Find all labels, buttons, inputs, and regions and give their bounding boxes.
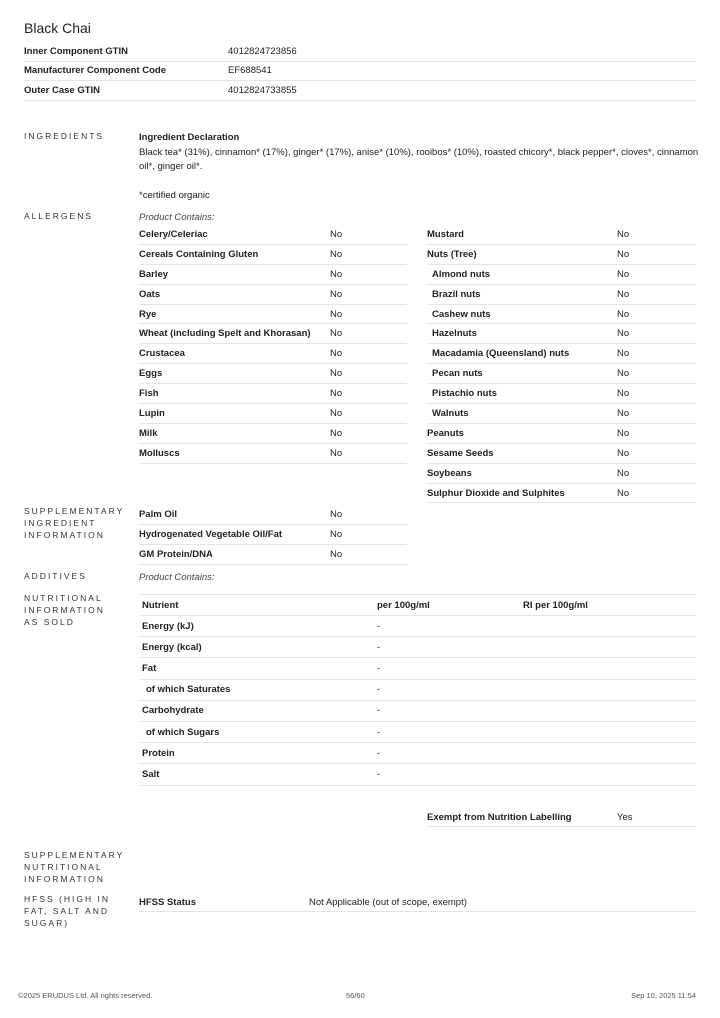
allergen-row [139,424,407,444]
allergen-value: No [617,427,630,439]
nutrient-per100: - [377,747,381,759]
allergen-value: No [330,228,343,240]
nutrition-header [139,594,696,616]
nutrition-row [139,637,696,658]
allergen-value: No [617,447,630,459]
allergen-name: Brazil nuts [432,288,481,300]
footer-date: Sep 10, 2025 11:54 [631,991,696,1000]
nutrient-name: Fat [142,662,157,674]
allergen-name: Lupin [139,407,165,419]
allergen-row [139,225,407,245]
allergen-name: Crustacea [139,348,185,360]
ingredient-text: Black tea* (31%), cinnamon* (17%), ginger* (17%), anise* (10%), rooibos* (10%), roasted chicory*, black pepper*, cloves*, cinnamon oil*, ginger oil*. [139,146,699,172]
allergen-value: No [617,228,630,240]
allergen-name: Soybeans [427,467,472,479]
supplementary-name: GM Protein/DNA [139,548,213,560]
allergen-row [427,225,696,245]
allergen-row [139,245,407,265]
identifier-row [24,42,696,62]
nutrient-name: Protein [142,747,175,759]
nutrition-row [139,680,696,701]
nutrition-row [139,701,696,722]
nutrition-row [139,764,696,785]
allergen-name: Fish [139,388,159,400]
allergen-row [427,265,696,285]
allergen-row [139,444,407,464]
allergen-name: Milk [139,427,158,439]
allergen-value: No [617,348,630,360]
supplementary-value: No [330,528,343,540]
allergen-name: Sulphur Dioxide and Sulphites [427,487,565,499]
nutrition-header-per100: per 100g/ml [377,599,430,611]
identifier-label: Manufacturer Component Code [24,65,166,77]
allergen-value: No [330,427,343,439]
allergen-row [139,404,407,424]
nutrient-per100: - [377,662,381,674]
product-title: Black Chai [24,20,91,36]
allergen-name: Sesame Seeds [427,447,494,459]
allergen-value: No [330,407,343,419]
allergen-name: Hazelnuts [432,328,477,340]
nutrient-per100: - [377,684,381,696]
allergen-row [427,484,696,504]
nutrient-per100: - [377,620,381,632]
allergens-contains-label: Product Contains: [139,212,215,223]
allergen-name: Mustard [427,228,464,240]
allergen-value: No [330,368,343,380]
nutrient-name: of which Sugars [146,726,220,738]
section-nutritional: NUTRITIONAL INFORMATION AS SOLD [24,593,105,627]
nutrient-per100: - [377,705,381,717]
nutrient-per100: - [377,768,381,780]
nutrient-name: of which Saturates [146,684,231,696]
allergen-name: Walnuts [432,407,469,419]
allergen-name: Rye [139,308,157,320]
supplementary-row [139,525,407,545]
identifier-label: Inner Component GTIN [24,45,128,57]
allergen-row [139,265,407,285]
allergen-value: No [617,467,630,479]
exempt-label: Exempt from Nutrition Labelling [427,811,572,823]
allergen-name: Celery/Celeriac [139,228,208,240]
allergen-value: No [330,288,343,300]
allergen-name: Pecan nuts [432,368,483,380]
nutrition-header-ri: RI per 100g/ml [523,599,588,611]
allergen-row [427,464,696,484]
allergen-row [427,444,696,464]
ingredient-heading: Ingredient Declaration [139,132,240,143]
allergen-value: No [330,328,343,340]
nutrient-per100: - [377,726,381,738]
allergen-name: Wheat (including Spelt and Khorasan) [139,328,311,340]
allergen-value: No [617,248,630,260]
ingredients-block [139,131,699,203]
allergen-row [427,344,696,364]
allergen-row [139,305,407,325]
supplementary-name: Palm Oil [139,508,178,520]
nutrient-name: Salt [142,768,160,780]
allergen-value: No [617,308,630,320]
identifier-value: EF688541 [228,65,272,77]
allergen-name: Nuts (Tree) [427,248,477,260]
allergen-row [427,364,696,384]
nutrition-row [139,658,696,679]
nutrition-header-nutrient: Nutrient [142,599,179,611]
exempt-row [427,808,696,827]
nutrition-table [139,594,696,786]
allergen-value: No [617,288,630,300]
nutrient-name: Energy (kJ) [142,620,194,632]
identifier-value: 4012824723856 [228,45,297,57]
hfss-row [139,893,696,912]
allergen-name: Cereals Containing Gluten [139,248,259,260]
allergen-name: Molluscs [139,447,180,459]
footer-page-number: 56/60 [346,991,365,1000]
allergen-row [139,384,407,404]
allergen-row [427,384,696,404]
allergen-row [427,324,696,344]
allergen-value: No [330,348,343,360]
allergen-name: Oats [139,288,161,300]
allergen-row [427,305,696,325]
hfss-label: HFSS Status [139,896,197,908]
allergen-value: No [617,407,630,419]
allergen-value: No [617,487,630,499]
allergen-row [427,404,696,424]
nutrition-row [139,722,696,743]
supplementary-value: No [330,508,343,520]
allergen-row [427,245,696,265]
section-supplementary-nutritional: SUPPLEMENTARY NUTRITIONAL INFORMATION [24,850,125,884]
allergen-value: No [617,328,630,340]
identifier-label: Outer Case GTIN [24,84,101,96]
exempt-value: Yes [617,811,633,823]
allergen-value: No [330,268,343,280]
allergen-name: Pistachio nuts [432,388,497,400]
section-additives: ADDITIVES [24,571,87,581]
allergen-name: Cashew nuts [432,308,491,320]
allergen-value: No [330,248,343,260]
allergen-row [139,344,407,364]
identifier-row [24,62,696,82]
allergen-name: Macadamia (Queensland) nuts [432,348,570,360]
allergen-table-left [139,225,407,464]
identifier-value: 4012824733855 [228,84,297,96]
allergen-row [139,364,407,384]
allergen-table-right [427,225,696,503]
section-ingredients: INGREDIENTS [24,131,105,141]
allergen-value: No [330,388,343,400]
supplementary-row [139,545,407,565]
supplementary-name: Hydrogenated Vegetable Oil/Fat [139,528,283,540]
nutrient-name: Energy (kcal) [142,641,202,653]
footer-copyright: ©2025 ERUDUS Ltd. All rights reserved. [18,991,153,1000]
allergen-row [139,285,407,305]
section-supplementary-ingredient: SUPPLEMENTARY INGREDIENT INFORMATION [24,506,125,540]
allergen-row [427,285,696,305]
nutrition-row [139,616,696,637]
nutrient-name: Carbohydrate [142,705,204,717]
supplementary-row [139,505,407,525]
hfss-value: Not Applicable (out of scope, exempt) [309,896,467,908]
supplementary-value: No [330,548,343,560]
allergen-row [139,324,407,344]
section-hfss: HFSS (HIGH IN FAT, SALT AND SUGAR) [24,894,110,928]
allergen-value: No [617,388,630,400]
allergen-name: Almond nuts [432,268,491,280]
nutrient-per100: - [377,641,381,653]
section-allergens: ALLERGENS [24,211,94,221]
nutrition-row [139,743,696,764]
identifier-table [24,42,696,101]
allergen-value: No [617,368,630,380]
identifier-row [24,81,696,101]
ingredient-note: *certified organic [139,189,210,201]
supplementary-table [139,505,407,565]
allergen-value: No [330,308,343,320]
allergen-row [427,424,696,444]
allergen-value: No [330,447,343,459]
additives-contains-label: Product Contains: [139,572,215,583]
allergen-name: Eggs [139,368,163,380]
allergen-name: Peanuts [427,427,464,439]
allergen-name: Barley [139,268,169,280]
allergen-value: No [617,268,630,280]
